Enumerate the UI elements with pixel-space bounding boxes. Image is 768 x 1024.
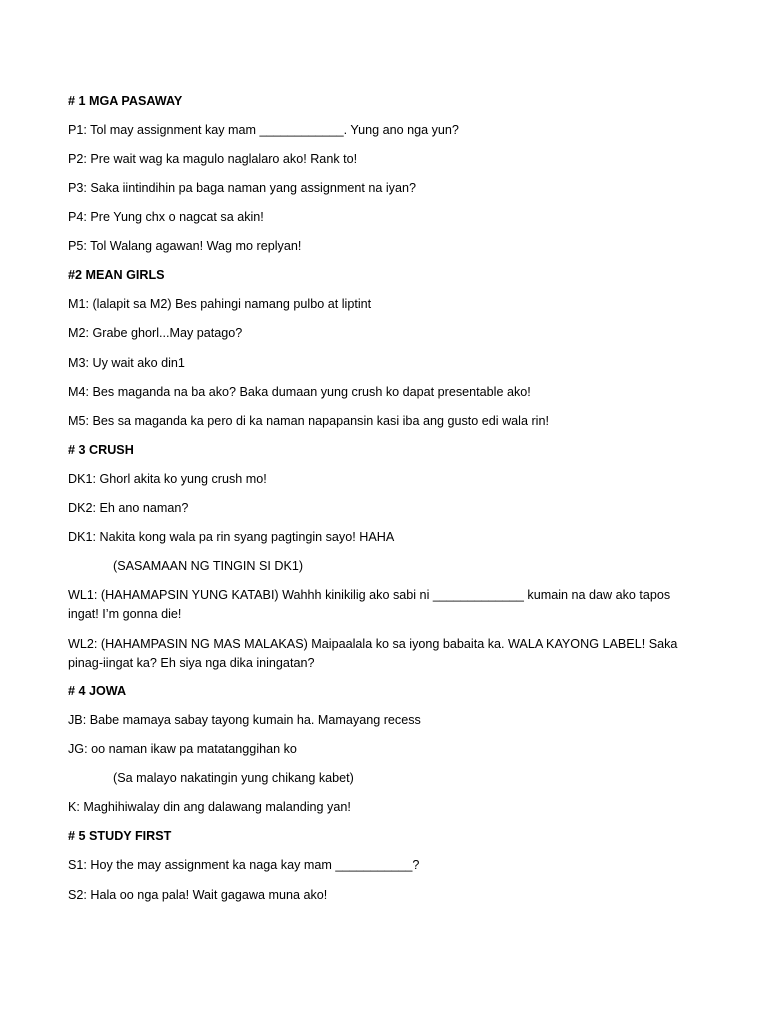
dialogue-line: P4: Pre Yung chx o nagcat sa akin! [68, 210, 264, 224]
dialogue-line: WL2: (HAHAMPASIN NG MAS MALAKAS) Maipaalala ko sa iyong babaita ka. WALA KAYONG LABEL! Saka pinag-iingat ka? Eh siya nga dika iningatan? [68, 637, 681, 670]
section-heading-3: # 3 CRUSH [68, 443, 134, 457]
dialogue-line: DK1: Nakita kong wala pa rin syang pagtingin sayo! HAHA [68, 530, 395, 544]
dialogue-line: DK1: Ghorl akita ko yung crush mo! [68, 472, 267, 486]
section-heading-5: # 5 STUDY FIRST [68, 829, 172, 843]
dialogue-line: P2: Pre wait wag ka magulo naglalaro ako! Rank to! [68, 152, 358, 166]
section-heading-4: # 4 JOWA [68, 684, 127, 698]
section-heading-2: #2 MEAN GIRLS [68, 268, 165, 282]
dialogue-line: S2: Hala oo nga pala! Wait gagawa muna ako! [68, 888, 328, 902]
stage-direction: (Sa malayo nakatingin yung chikang kabet) [113, 771, 354, 785]
dialogue-line: M5: Bes sa maganda ka pero di ka naman napapansin kasi iba ang gusto edi wala rin! [68, 414, 549, 428]
dialogue-line: K: Maghihiwalay din ang dalawang malanding yan! [68, 800, 351, 814]
dialogue-line: P5: Tol Walang agawan! Wag mo replyan! [68, 239, 302, 253]
dialogue-line: M3: Uy wait ako din1 [68, 356, 185, 370]
dialogue-line: P3: Saka iintindihin pa baga naman yang assignment na iyan? [68, 181, 416, 195]
dialogue-line: M4: Bes maganda na ba ako? Baka dumaan yung crush ko dapat presentable ako! [68, 385, 531, 399]
dialogue-line: M1: (lalapit sa M2) Bes pahingi namang pulbo at liptint [68, 297, 372, 311]
dialogue-line: S1: Hoy the may assignment ka naga kay mam ___________? [68, 858, 420, 872]
section-heading-1: # 1 MGA PASAWAY [68, 94, 183, 108]
dialogue-line: DK2: Eh ano naman? [68, 501, 189, 515]
dialogue-line: WL1: (HAHAMAPSIN YUNG KATABI) Wahhh kinikilig ako sabi ni _____________ kumain na daw ako tapos ingat! I’m gonna die! [68, 588, 674, 621]
stage-direction: (SASAMAAN NG TINGIN SI DK1) [113, 559, 304, 573]
dialogue-line: JB: Babe mamaya sabay tayong kumain ha. Mamayang recess [68, 713, 421, 727]
dialogue-line: P1: Tol may assignment kay mam ____________. Yung ano nga yun? [68, 123, 459, 137]
dialogue-line: JG: oo naman ikaw pa matatanggihan ko [68, 742, 297, 756]
dialogue-line: M2: Grabe ghorl...May patago? [68, 326, 243, 340]
